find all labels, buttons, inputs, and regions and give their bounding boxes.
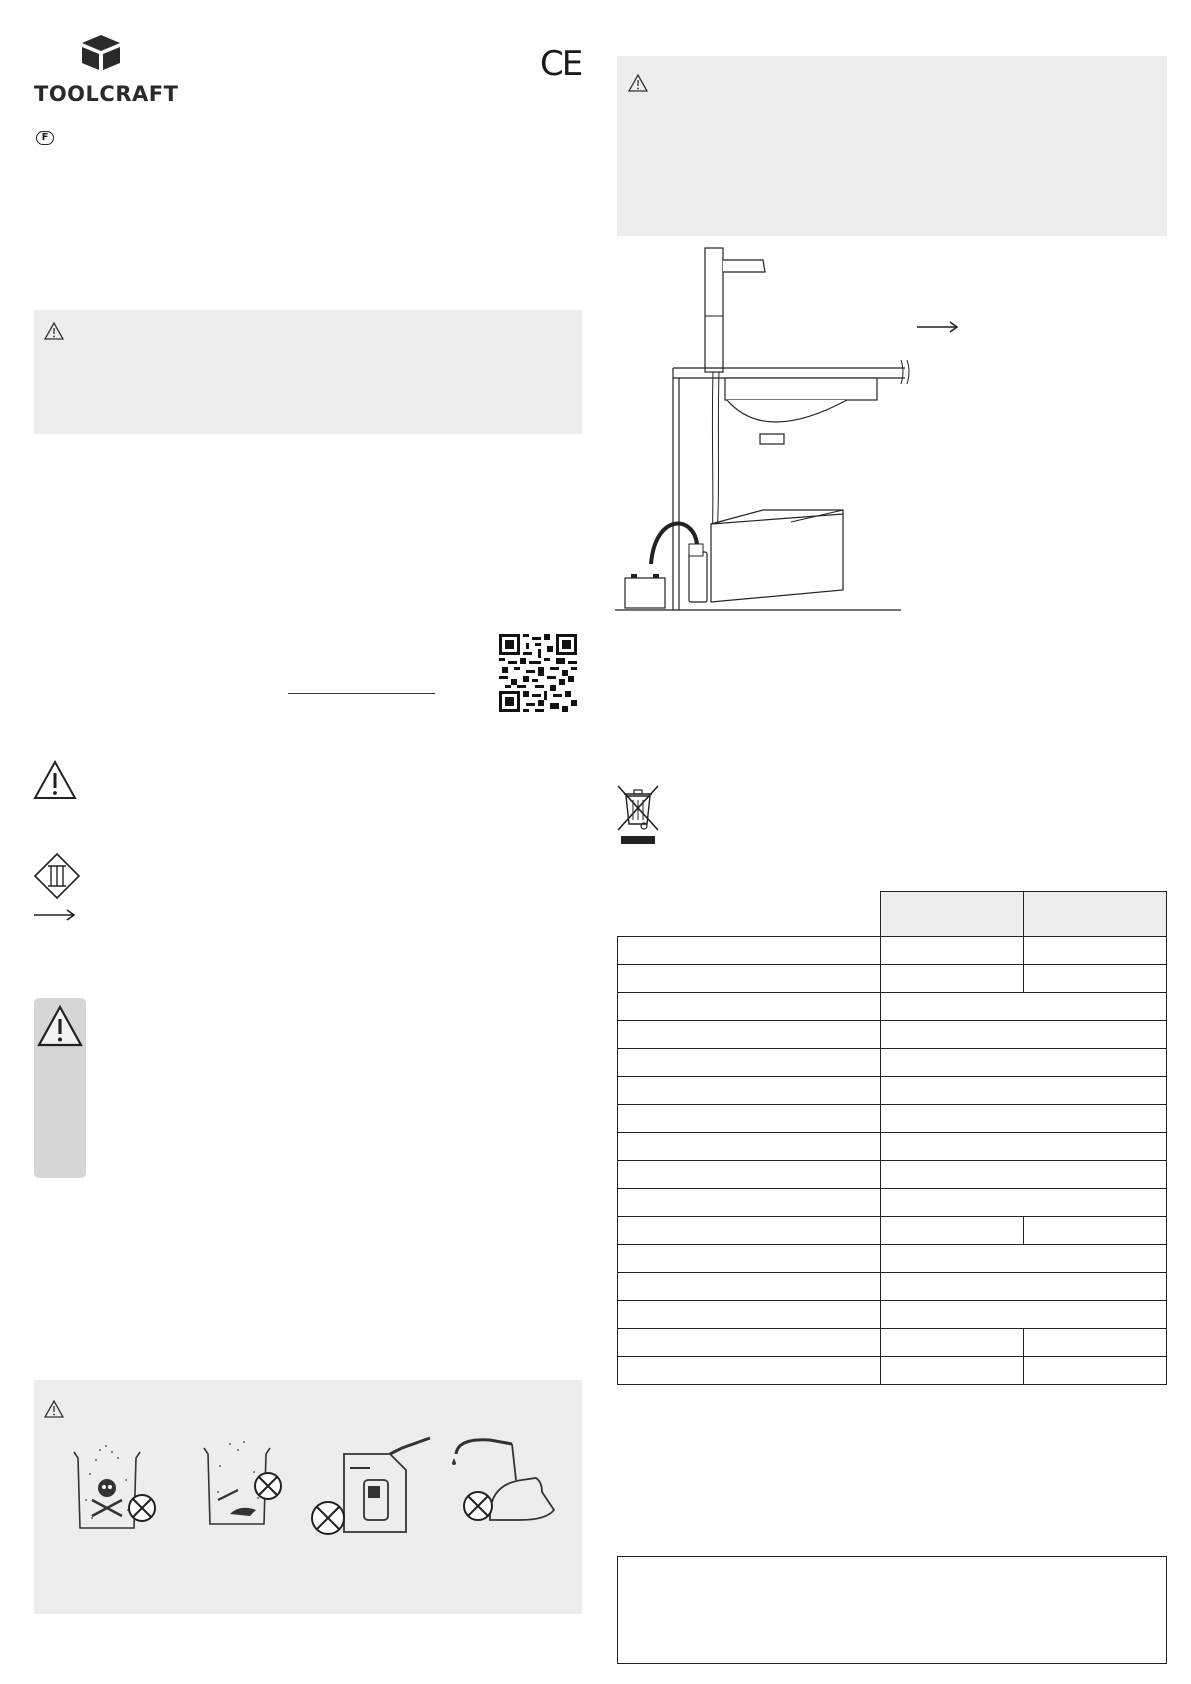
table-cell — [1023, 1329, 1166, 1357]
warning-triangle-icon — [628, 74, 648, 92]
table-cell — [880, 1105, 1166, 1133]
no-oil-icon — [450, 1430, 582, 1534]
ce-mark: CE — [540, 44, 582, 84]
table-row — [618, 1273, 1167, 1301]
table-cell — [618, 1077, 881, 1105]
table-header-row — [618, 892, 1167, 937]
warning-triangle-icon — [44, 322, 64, 340]
table-row — [618, 1301, 1167, 1329]
warning-triangle-icon — [37, 1004, 83, 1048]
table-cell — [880, 1077, 1166, 1105]
table-header-cell — [880, 892, 1023, 937]
table-cell — [1023, 1357, 1166, 1385]
table-row — [618, 965, 1167, 993]
table-cell — [618, 1021, 881, 1049]
warning-panel-top-left — [34, 310, 582, 434]
table-row — [618, 1077, 1167, 1105]
table-cell — [618, 1301, 881, 1329]
qr-code — [499, 633, 577, 713]
table-cell — [880, 1049, 1166, 1077]
table-row — [618, 1161, 1167, 1189]
warning-panel-top-right — [617, 56, 1167, 236]
protection-class-3-icon — [33, 852, 81, 900]
pump-installation-illustration — [615, 244, 915, 616]
table-cell — [618, 892, 881, 937]
table-cell — [618, 965, 881, 993]
table-cell — [618, 937, 881, 965]
technical-data-table — [617, 891, 1167, 1385]
table-cell — [880, 1301, 1166, 1329]
table-cell — [880, 937, 1023, 965]
table-cell — [618, 1273, 881, 1301]
no-corrosive-liquids-icon — [200, 1436, 320, 1536]
table-cell — [1023, 965, 1166, 993]
brand-name: TOOLCRAFT — [34, 82, 179, 106]
table-cell — [880, 1329, 1023, 1357]
warning-sidebar — [34, 998, 86, 1178]
table-cell — [1023, 937, 1166, 965]
no-fuel-icon — [310, 1434, 440, 1538]
no-toxic-liquids-icon — [70, 1440, 190, 1540]
link-underline — [288, 693, 435, 694]
warning-panel-liquids — [34, 1380, 582, 1614]
imprint-box — [617, 1556, 1167, 1664]
table-cell — [880, 1357, 1023, 1385]
table-cell — [618, 1105, 881, 1133]
table-cell — [618, 1329, 881, 1357]
table-row — [618, 1329, 1167, 1357]
table-cell — [618, 1161, 881, 1189]
warning-triangle-icon — [33, 760, 77, 800]
table-cell — [618, 1189, 881, 1217]
table-cell — [880, 993, 1166, 1021]
table-row — [618, 1133, 1167, 1161]
table-row — [618, 993, 1167, 1021]
table-row — [618, 1217, 1167, 1245]
warning-triangle-icon — [44, 1400, 64, 1418]
table-cell — [618, 1049, 881, 1077]
table-cell — [618, 1133, 881, 1161]
table-cell — [880, 1021, 1166, 1049]
table-row — [618, 1189, 1167, 1217]
country-code-badge: F — [36, 131, 54, 145]
table-cell — [618, 1245, 881, 1273]
table-cell — [880, 1133, 1166, 1161]
crossed-out-wheeled-bin-icon — [616, 784, 660, 846]
table-row — [618, 1105, 1167, 1133]
table-cell — [880, 1161, 1166, 1189]
table-row — [618, 937, 1167, 965]
table-cell — [618, 1357, 881, 1385]
table-cell — [880, 1273, 1166, 1301]
table-row — [618, 1357, 1167, 1385]
toolcraft-logo-icon — [80, 33, 122, 71]
table-row — [618, 1021, 1167, 1049]
table-row — [618, 1245, 1167, 1273]
table-cell — [618, 1217, 881, 1245]
table-cell — [618, 993, 881, 1021]
table-cell — [1023, 1217, 1166, 1245]
table-header-cell — [1023, 892, 1166, 937]
arrow-right-icon — [917, 320, 959, 334]
table-cell — [880, 1245, 1166, 1273]
arrow-right-icon — [34, 908, 76, 922]
table-cell — [880, 965, 1023, 993]
table-cell — [880, 1217, 1023, 1245]
table-cell — [880, 1189, 1166, 1217]
table-row — [618, 1049, 1167, 1077]
